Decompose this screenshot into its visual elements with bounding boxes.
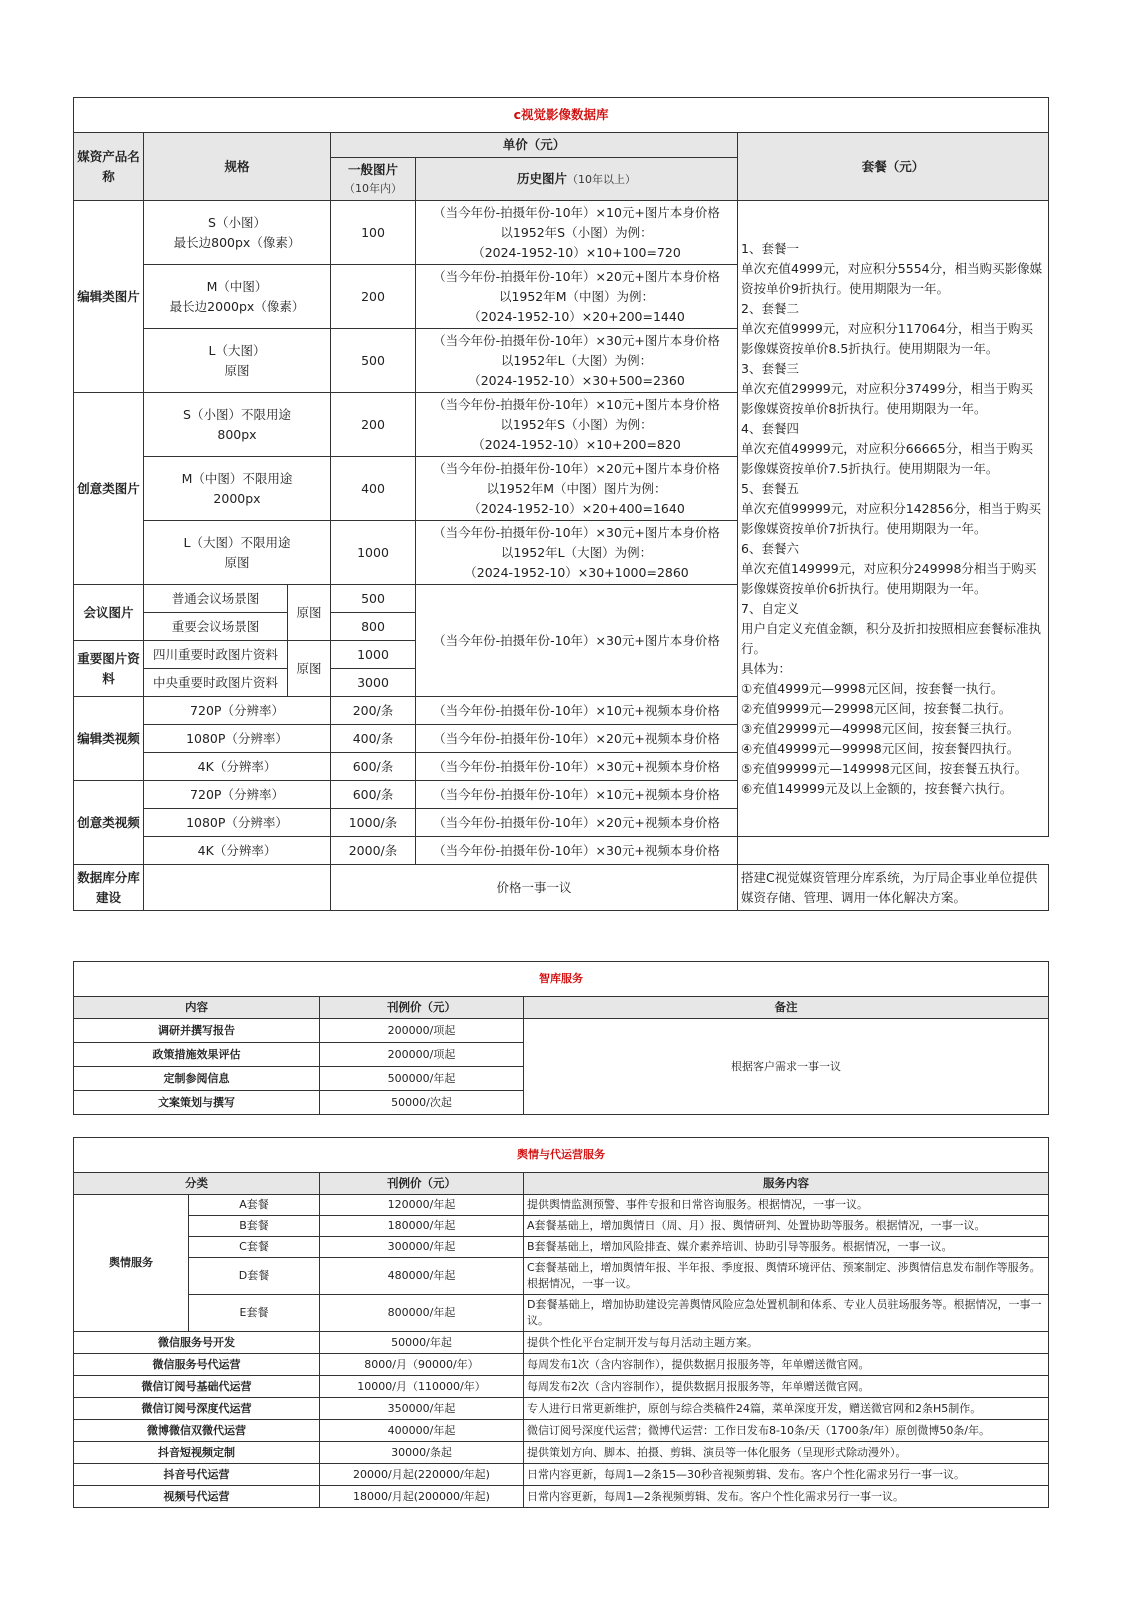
table-row (74, 1258, 1049, 1295)
content-cell: 每周发布1次（含内容制作），提供数据月报服务等，年单赠送微官网。 (524, 1354, 1049, 1376)
spec-cell (144, 201, 331, 265)
header-price: 刊例价（元） (320, 997, 524, 1019)
content-cell: 提供个性化平台定制开发与每月活动主题方案。 (524, 1332, 1049, 1354)
content-cell: 政策措施效果评估 (74, 1043, 320, 1067)
package-line: 5、套餐五 (741, 480, 799, 496)
package-line: ③充值29999元—49998元区间，按套餐三执行。 (741, 720, 1020, 736)
history-line: （当今年份-拍摄年份-10年）×30元+图片本身价格 (433, 524, 720, 540)
spec-line: S（小图） (208, 214, 266, 230)
header-package: 套餐（元） (738, 133, 1049, 201)
header-normal-label: 一般图片 (347, 162, 398, 178)
price-cell: 120000/年起 (320, 1195, 524, 1216)
spec-line: 原图 (224, 554, 250, 570)
table-row (74, 1464, 1049, 1486)
table-row (74, 1295, 1049, 1332)
category-edit-video: 编辑类视频 (74, 697, 144, 781)
history-cell: （当今年份-拍摄年份-10年）×10元+视频本身价格 (416, 781, 738, 809)
price-cell: 500000/年起 (320, 1067, 524, 1091)
history-line: 以1952年L（大图）为例： (500, 352, 653, 368)
price-cell: 10000/月（110000/年） (320, 1376, 524, 1398)
opinion-table (73, 1137, 1049, 1508)
price-cell: 600/条 (331, 753, 416, 781)
content-cell: B套餐基础上，增加风险排查、媒介素养培训、协助引导等服务。根据情况，一事一议。 (524, 1237, 1049, 1258)
think-tank-table (73, 961, 1049, 1115)
original-cell: 原图 (288, 585, 331, 641)
history-line: 以1952年L（大图）为例： (500, 544, 653, 560)
history-cell (416, 201, 738, 265)
price-cell: 50000/次起 (320, 1091, 524, 1115)
package-line: 单次充值9999元，对应积分117064分，相当于购买影像媒资按单价8.5折执行。使用期限为一年。 (741, 320, 1034, 356)
history-line: 以1952年M（中图）图片为例： (486, 480, 667, 496)
history-line: （2024-1952-10）×20+400=1640 (468, 500, 685, 516)
category-meeting: 会议图片 (74, 585, 144, 641)
package-line: 单次充值149999元，对应积分249998分相当于购买影像媒资按单价6折执行。使用期限为一年。 (741, 560, 1037, 596)
price-cell: 500 (331, 585, 416, 613)
package-line: ⑤充值99999元—149998元区间，按套餐五执行。 (741, 760, 1028, 776)
price-cell: 800000/年起 (320, 1295, 524, 1332)
price-cell: 1000 (331, 521, 416, 585)
price-cell: 500 (331, 329, 416, 393)
content-cell: 提供舆情监测预警、事件专报和日常咨询服务。根据情况，一事一议。 (524, 1195, 1049, 1216)
table-row (74, 1216, 1049, 1237)
header-note: 备注 (524, 997, 1049, 1019)
service-name-cell: 微博微信双微代运营 (74, 1420, 320, 1442)
price-cell: 350000/年起 (320, 1398, 524, 1420)
price-cell: 200 (331, 393, 416, 457)
group-opinion-service: 舆情服务 (74, 1195, 189, 1332)
price-cell: 200/条 (331, 697, 416, 725)
history-cell (416, 393, 738, 457)
table-row (74, 1420, 1049, 1442)
package-name-cell: A套餐 (189, 1195, 320, 1216)
price-cell: 200000/项起 (320, 1019, 524, 1043)
history-line: （2024-1952-10）×10+200=820 (472, 436, 681, 452)
package-line: 单次充值99999元，对应积分142856分，相当于购买影像媒资按单价7折执行。使用期限为一年。 (741, 500, 1041, 536)
spec-cell (144, 265, 331, 329)
spec-line: 原图 (224, 362, 250, 378)
history-cell: （当今年份-拍摄年份-10年）×30元+图片本身价格 (416, 585, 738, 697)
spec-cell: 普通会议场景图 (144, 585, 288, 613)
package-line: ⑥充值149999元及以上金额的，按套餐六执行。 (741, 780, 1013, 796)
original-cell: 原图 (288, 641, 331, 697)
header-product: 媒资产品名称 (74, 133, 144, 201)
table-row (74, 1237, 1049, 1258)
price-cell: 400/条 (331, 725, 416, 753)
db-price-cell: 价格一事一议 (331, 865, 738, 911)
price-cell: 200000/项起 (320, 1043, 524, 1067)
history-line: （当今年份-拍摄年份-10年）×20元+图片本身价格 (433, 268, 720, 284)
header-content: 内容 (74, 997, 320, 1019)
service-name-cell: 微信订阅号基础代运营 (74, 1376, 320, 1398)
content-cell: 定制参阅信息 (74, 1067, 320, 1091)
content-cell: 日常内容更新，每周1—2条视频剪辑、发布。客户个性化需求另行一事一议。 (524, 1486, 1049, 1508)
package-name-cell: C套餐 (189, 1237, 320, 1258)
price-cell: 480000/年起 (320, 1258, 524, 1295)
history-line: （当今年份-拍摄年份-10年）×10元+图片本身价格 (433, 396, 720, 412)
header-spec: 规格 (144, 133, 331, 201)
header-price: 刊例价（元） (320, 1173, 524, 1195)
spec-cell: 1080P（分辨率） (144, 725, 331, 753)
price-cell: 180000/年起 (320, 1216, 524, 1237)
spec-cell: 720P（分辨率） (144, 781, 331, 809)
table-row (74, 1486, 1049, 1508)
package-list (738, 201, 1049, 837)
history-line: 以1952年S（小图）为例： (500, 224, 653, 240)
package-line: 1、套餐一 (741, 240, 799, 256)
table-row (74, 1354, 1049, 1376)
history-line: （2024-1952-10）×30+500=2360 (468, 372, 685, 388)
spec-cell: 重要会议场景图 (144, 613, 288, 641)
table-row (74, 865, 1049, 911)
empty-cell (144, 865, 331, 911)
spec-cell (144, 457, 331, 521)
package-line: 用户自定义充值金额，积分及折扣按照相应套餐标准执行。 (741, 620, 1042, 656)
package-line: 2、套餐二 (741, 300, 799, 316)
spec-line: 800px (217, 426, 257, 442)
visual-db-table (73, 97, 1049, 911)
table-row (74, 1376, 1049, 1398)
price-cell: 3000 (331, 669, 416, 697)
spec-line: M（中图）不限用途 (181, 470, 293, 486)
spec-line: 最长边800px（像素） (173, 234, 301, 250)
spec-line: 2000px (213, 490, 261, 506)
price-cell: 30000/条起 (320, 1442, 524, 1464)
price-cell: 200 (331, 265, 416, 329)
think-tank-title: 智库服务 (74, 962, 1049, 997)
history-cell (416, 329, 738, 393)
price-cell: 1000 (331, 641, 416, 669)
spec-cell: 4K（分辨率） (144, 753, 331, 781)
price-cell: 400000/年起 (320, 1420, 524, 1442)
content-cell: 日常内容更新，每周1—2条15—30秒音视频剪辑、发布。客户个性化需求另行一事一议。 (524, 1464, 1049, 1486)
table-row (74, 1398, 1049, 1420)
db-note-cell: 搭建C视觉媒资管理分库系统，为厅局企事业单位提供媒资存储、管理、调用一体化解决方案。 (738, 865, 1049, 911)
package-line: ①充值4999元—9998元区间，按套餐一执行。 (741, 680, 1004, 696)
price-cell: 400 (331, 457, 416, 521)
package-line: ④充值49999元—99998元区间，按套餐四执行。 (741, 740, 1020, 756)
content-cell: D套餐基础上，增加协助建设完善舆情风险应急处置机制和体系、专业人员驻场服务等。根据情况，一事一议。 (524, 1295, 1049, 1332)
table-row (74, 837, 1049, 865)
package-name-cell: D套餐 (189, 1258, 320, 1295)
history-line: 以1952年M（中图）为例： (498, 288, 655, 304)
package-line: 具体为： (741, 660, 792, 676)
history-cell: （当今年份-拍摄年份-10年）×30元+视频本身价格 (416, 837, 738, 865)
history-cell (416, 521, 738, 585)
price-cell: 18000/月起(200000/年起) (320, 1486, 524, 1508)
spec-cell: 四川重要时政图片资料 (144, 641, 288, 669)
spec-cell (144, 521, 331, 585)
price-cell: 20000/月起(220000/年起) (320, 1464, 524, 1486)
price-cell: 300000/年起 (320, 1237, 524, 1258)
spec-cell (144, 393, 331, 457)
package-line: 4、套餐四 (741, 420, 799, 436)
history-cell: （当今年份-拍摄年份-10年）×30元+视频本身价格 (416, 753, 738, 781)
spec-line: 最长边2000px（像素） (169, 298, 305, 314)
history-cell (416, 265, 738, 329)
service-name-cell: 微信订阅号深度代运营 (74, 1398, 320, 1420)
price-cell: 8000/月（90000/年） (320, 1354, 524, 1376)
price-cell: 2000/条 (331, 837, 416, 865)
table-row (74, 1195, 1049, 1216)
history-line: （当今年份-拍摄年份-10年）×30元+图片本身价格 (433, 332, 720, 348)
spec-line: L（大图）不限用途 (183, 534, 291, 550)
spec-line: S（小图）不限用途 (183, 406, 291, 422)
history-line: （2024-1952-10）×20+200=1440 (468, 308, 685, 324)
price-cell: 100 (331, 201, 416, 265)
spec-line: M（中图） (206, 278, 268, 294)
history-cell: （当今年份-拍摄年份-10年）×10元+视频本身价格 (416, 697, 738, 725)
header-history-label: 历史图片 (516, 171, 567, 186)
history-cell: （当今年份-拍摄年份-10年）×20元+视频本身价格 (416, 725, 738, 753)
category-creative-video: 创意类视频 (74, 781, 144, 865)
service-name-cell: 抖音短视频定制 (74, 1442, 320, 1464)
package-name-cell: E套餐 (189, 1295, 320, 1332)
history-line: （当今年份-拍摄年份-10年）×10元+图片本身价格 (433, 204, 720, 220)
content-cell: C套餐基础上，增加舆情年报、半年报、季度报、舆情环境评估、预案制定、涉舆情信息发布制作等服务。根据情况，一事一议。 (524, 1258, 1049, 1295)
package-line: ②充值9999元—29998元区间，按套餐二执行。 (741, 700, 1012, 716)
package-line: 3、套餐三 (741, 360, 799, 376)
content-cell: 文案策划与撰写 (74, 1091, 320, 1115)
content-cell: 每周发布2次（含内容制作），提供数据月报服务等，年单赠送微官网。 (524, 1376, 1049, 1398)
table-row (74, 1332, 1049, 1354)
package-line: 单次充值49999元，对应积分66665分，相当于购买影像媒资按单价7.5折执行。使用期限为一年。 (741, 440, 1034, 476)
header-history (416, 158, 738, 201)
content-cell: 专人进行日常更新维护，原创与综合类稿件24篇，菜单深度开发，赠送微官网和2条H5制作。 (524, 1398, 1049, 1420)
header-normal-note: （10年内） (344, 182, 402, 196)
spec-cell: 1080P（分辨率） (144, 809, 331, 837)
history-line: （2024-1952-10）×30+1000=2860 (464, 564, 689, 580)
history-cell: （当今年份-拍摄年份-10年）×20元+视频本身价格 (416, 809, 738, 837)
spec-cell: 720P（分辨率） (144, 697, 331, 725)
category-edit-image: 编辑类图片 (74, 201, 144, 393)
service-name-cell: 视频号代运营 (74, 1486, 320, 1508)
price-cell: 800 (331, 613, 416, 641)
package-line: 单次充值4999元，对应积分5554分，相当购买影像媒资按单价9折执行。使用期限为一年。 (741, 260, 1043, 296)
content-cell: A套餐基础上，增加舆情日（周、月）报、舆情研判、处置协助等服务。根据情况，一事一议。 (524, 1216, 1049, 1237)
price-cell: 600/条 (331, 781, 416, 809)
spec-cell: 中央重要时政图片资料 (144, 669, 288, 697)
package-line: 单次充值29999元，对应积分37499分，相当于购买影像媒资按单价8折执行。使用期限为一年。 (741, 380, 1034, 416)
service-name-cell: 抖音号代运营 (74, 1464, 320, 1486)
spec-line: L（大图） (208, 342, 266, 358)
package-line: 7、自定义 (741, 600, 799, 616)
table-row (74, 1442, 1049, 1464)
header-content: 服务内容 (524, 1173, 1049, 1195)
price-cell: 1000/条 (331, 809, 416, 837)
visual-db-title: c视觉影像数据库 (74, 98, 1049, 133)
header-unit-price: 单价（元） (331, 133, 738, 158)
header-history-note: （10年以上） (567, 173, 636, 186)
history-cell (416, 457, 738, 521)
service-name-cell: 微信服务号代运营 (74, 1354, 320, 1376)
content-cell: 微信订阅号深度代运营；微博代运营：工作日发布8-10条/天（1700条/年）原创微博50条/年。 (524, 1420, 1049, 1442)
note-cell: 根据客户需求一事一议 (524, 1019, 1049, 1115)
header-category: 分类 (74, 1173, 320, 1195)
header-normal (331, 158, 416, 201)
history-line: 以1952年S（小图）为例： (500, 416, 653, 432)
package-line: 6、套餐六 (741, 540, 799, 556)
service-name-cell: 微信服务号开发 (74, 1332, 320, 1354)
spec-cell: 4K（分辨率） (144, 837, 331, 865)
history-line: （2024-1952-10）×10+100=720 (472, 244, 681, 260)
content-cell: 调研并撰写报告 (74, 1019, 320, 1043)
content-cell: 提供策划方向、脚本、拍摄、剪辑、演员等一体化服务（呈现形式除动漫外）。 (524, 1442, 1049, 1464)
spec-cell (144, 329, 331, 393)
price-cell: 50000/年起 (320, 1332, 524, 1354)
table-row (74, 1019, 1049, 1043)
category-database: 数据库分库建设 (74, 865, 144, 911)
opinion-title: 舆情与代运营服务 (74, 1138, 1049, 1173)
history-line: （当今年份-拍摄年份-10年）×20元+图片本身价格 (433, 460, 720, 476)
package-name-cell: B套餐 (189, 1216, 320, 1237)
table-row (74, 201, 1049, 265)
category-creative-image: 创意类图片 (74, 393, 144, 585)
category-important: 重要图片资料 (74, 641, 144, 697)
